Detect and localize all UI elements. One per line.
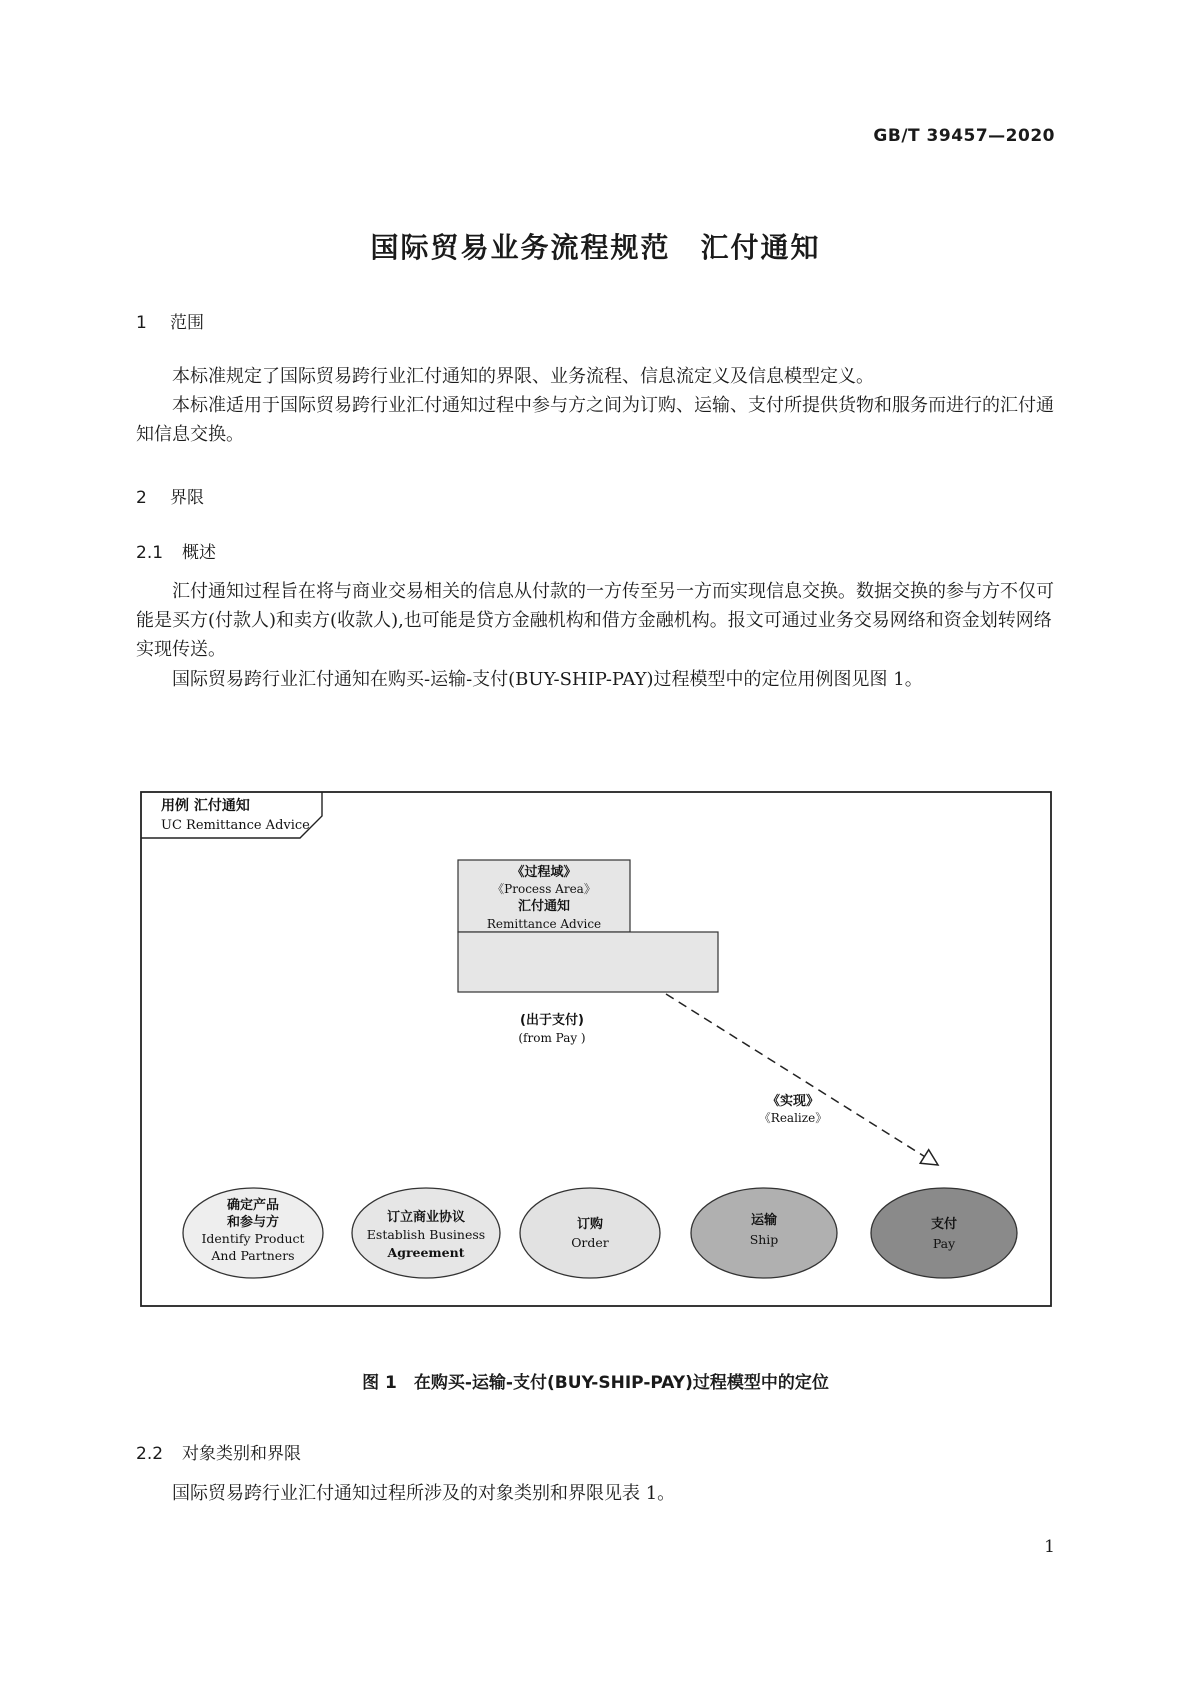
section-number: 2 (136, 488, 147, 508)
figure-caption: 图 1 在购买-运输-支付(BUY-SHIP-PAY)过程模型中的定位 (362, 1373, 829, 1393)
svg-text:Ship: Ship (749, 1232, 779, 1247)
realize-label-cn: 《实现》 (766, 1094, 820, 1109)
svg-text:Pay: Pay (932, 1236, 956, 1251)
process-area-name-en: Remittance Advice (486, 917, 602, 931)
frame-label-cn: 用例 汇付通知 (161, 798, 250, 814)
section-title: 界限 (170, 488, 204, 508)
from-label-cn: (出于支付) (520, 1013, 584, 1028)
svg-text:Agreement: Agreement (387, 1245, 465, 1260)
objects-paragraph: 国际贸易跨行业汇付通知过程所涉及的对象类别和界限见表 1。 (172, 1483, 676, 1504)
use-case-ship (691, 1188, 837, 1278)
process-area-stereotype-cn: 《过程域》 (511, 865, 577, 880)
page-number: 1 (1044, 1537, 1055, 1557)
svg-text:和参与方: 和参与方 (226, 1215, 280, 1230)
section-title: 概述 (182, 543, 216, 563)
document-title: 国际贸易业务流程规范 汇付通知 (370, 231, 821, 264)
svg-text:And Partners: And Partners (211, 1248, 295, 1263)
section-title: 范围 (170, 313, 204, 333)
section-title: 对象类别和界限 (182, 1444, 301, 1464)
use-case-identify-product (183, 1188, 323, 1278)
svg-text:确定产品: 确定产品 (226, 1198, 280, 1213)
scope-paragraph-2: 本标准适用于国际贸易跨行业汇付通知过程中参与方之间为订购、运输、支付所提供货物和服务而进行的汇付通知信息交换。 (136, 395, 1054, 445)
svg-text:Establish Business: Establish Business (366, 1227, 486, 1242)
scope-paragraph-1: 本标准规定了国际贸易跨行业汇付通知的界限、业务流程、信息流定义及信息模型定义。 (172, 366, 874, 387)
section-2-2-heading (136, 1439, 301, 1464)
section-number: 2.2 (136, 1444, 164, 1464)
svg-text:订立商业协议: 订立商业协议 (386, 1210, 466, 1225)
realize-label-en: 《Realize》 (758, 1111, 828, 1125)
process-area-name-cn: 汇付通知 (517, 899, 571, 914)
use-case-establish-agreement (352, 1188, 500, 1278)
svg-text:支付: 支付 (930, 1217, 958, 1232)
svg-text:订购: 订购 (576, 1217, 604, 1232)
frame-label-en: UC Remittance Advice (161, 818, 310, 833)
svg-text:Order: Order (571, 1235, 609, 1250)
use-case-pay (871, 1188, 1017, 1278)
use-case-order (520, 1188, 660, 1278)
process-area-body (458, 932, 718, 992)
process-area-stereotype-en: 《Process Area》 (492, 882, 596, 896)
standard-number: GB/T 39457—2020 (873, 126, 1055, 146)
svg-text:运输: 运输 (750, 1213, 778, 1228)
from-label-en: (from Pay ) (518, 1031, 586, 1045)
overview-paragraph-2: 国际贸易跨行业汇付通知在购买-运输-支付(BUY-SHIP-PAY)过程模型中的定位用例图见图 1。 (172, 669, 923, 690)
overview-paragraph-1: 汇付通知过程旨在将与商业交易相关的信息从付款的一方传至另一方而实现信息交换。数据交换的参与方不仅可能是买方(付款人)和卖方(收款人),也可能是贷方金融机构和借方金融机构。报文可通过业务交易网络和资金划转网络实现传送。 (136, 581, 1054, 660)
svg-text:Identify Product: Identify Product (201, 1231, 305, 1246)
section-number: 2.1 (136, 543, 164, 563)
section-number: 1 (136, 313, 147, 333)
